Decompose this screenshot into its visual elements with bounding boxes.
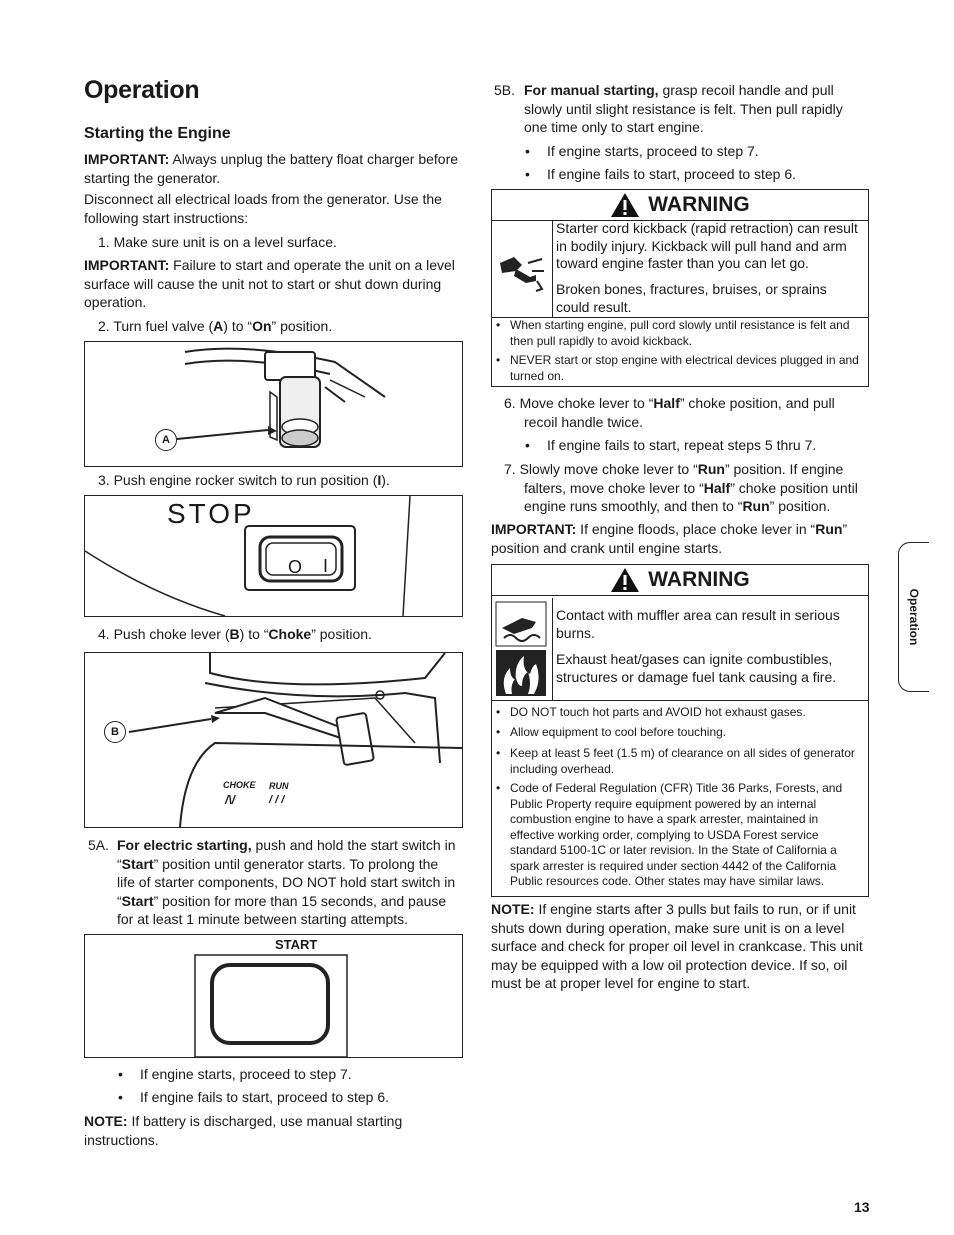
burn-bullet-2: • Allow equipment to cool before touching. (510, 725, 862, 741)
rocker-switch-figure (84, 495, 463, 617)
step-5a-number: 5A. (88, 837, 110, 853)
burn-warning-box (491, 564, 869, 897)
burn-warning-text-2: Exhaust heat/gases can ignite combustibles, structures or damage fuel tank causing a fire. (556, 651, 837, 685)
kickback-bullet-1: • When starting engine, pull cord slowly until resistance is felt and then pull rapidly to avoid kickback. (510, 318, 862, 349)
bullet-manual-start-success: • If engine starts, proceed to step 7. (547, 142, 759, 161)
step-3: 3. Push engine rocker switch to run position (I). (98, 472, 390, 488)
bullet-electric-start-success: • If engine starts, proceed to step 7. (140, 1065, 352, 1084)
burn-bullet-3: • Keep at least 5 feet (1.5 m) of clearance on all sides of generator including overhead. (510, 746, 862, 777)
kickback-bullet-2: • NEVER start or stop engine with electrical devices plugged in and turned on. (510, 353, 862, 384)
rocker-switch-illustration (85, 496, 462, 616)
kickback-warning-box (491, 189, 869, 387)
warning-triangle-icon (610, 192, 640, 218)
bullet-manual-start-fail: • If engine fails to start, proceed to step 6. (547, 165, 796, 184)
bullet-electric-start-fail: • If engine fails to start, proceed to step 6. (140, 1088, 389, 1107)
step-5b: For manual starting, grasp recoil handle and pull slowly until slight resistance is felt. Then pull rapidly one time only to start engine. (524, 82, 843, 135)
note-oil: NOTE: If engine starts after 3 pulls but fails to run, or if unit shuts down during operation, make sure unit is on a level surface and check for proper oil level in crankcase. This unit may be equipped with a low oil protection device. If so, oil must be at proper level for engine to start. (491, 901, 863, 991)
page-number: 13 (854, 1199, 870, 1215)
start-switch-figure (84, 934, 463, 1058)
hazard-icons (492, 598, 553, 700)
step-6: 6. Move choke lever to “Half” choke position, and pull recoil handle twice. (504, 395, 835, 430)
choke-label: CHOKE (223, 780, 256, 790)
note-battery: NOTE: If battery is discharged, use manual starting instructions. (84, 1113, 403, 1148)
kickback-warning-text-2: Broken bones, fractures, bruises, or sprains could result. (556, 281, 827, 315)
step-7: 7. Slowly move choke lever to “Run” position. If engine falters, move choke lever to “Half” choke position until engine runs smoothly, and then to “Run” position. (504, 461, 858, 514)
kickback-hand-icon (492, 221, 553, 317)
stop-label: STOP (167, 498, 255, 529)
callout-a: A (155, 429, 177, 451)
fuel-valve-illustration (85, 342, 462, 466)
bullet-repeat-steps: • If engine fails to start, repeat steps 5 thru 7. (547, 436, 816, 455)
burn-warning-text-1: Contact with muffler area can result in serious burns. (556, 607, 840, 641)
warning-header (492, 565, 868, 596)
start-label: START (275, 937, 318, 952)
hot-surface-icon (496, 602, 546, 646)
burn-bullet-1: • DO NOT touch hot parts and AVOID hot exhaust gases. (510, 705, 862, 721)
burn-bullet-4: • Code of Federal Regulation (CFR) Title 36 Parks, Forests, and Public Property require equipment powered by an internal combustion engine to have a spark arrester, maintained in effective working order, complying to USDA Forest service standard 5100-1C or later revision. In the State of California a spark arrester is required under section 4442 of the California Public resources code. Other states may have similar laws. (510, 781, 862, 890)
step-4: 4. Push choke lever (B) to “Choke” position. (98, 626, 372, 642)
warning-header (492, 190, 868, 221)
side-tab-label: Operation (907, 588, 921, 646)
choke-symbol: /\/ (225, 793, 236, 807)
run-label: RUN (269, 781, 289, 791)
choke-lever-figure (84, 652, 463, 828)
warning-title: WARNING (648, 568, 750, 591)
step-2: 2. Turn fuel valve (A) to “On” position. (98, 318, 333, 334)
callout-b: B (104, 721, 126, 743)
step-1: 1. Make sure unit is on a level surface. (98, 234, 337, 250)
important-note-1: IMPORTANT: Always unplug the battery float charger before starting the generator. (84, 151, 459, 186)
warning-title: WARNING (648, 193, 750, 216)
step-5b-number: 5B. (494, 82, 516, 98)
kickback-warning-text-1: Starter cord kickback (rapid retraction) can result in bodily injury. Kickback will pull hand and arm toward engine faster than you can let go. (556, 220, 858, 271)
disconnect-paragraph: Disconnect all electrical loads from the generator. Use the following start instructions: (84, 191, 442, 226)
important-note-3: IMPORTANT: If engine floods, place choke lever in “Run” position and crank until engine starts. (491, 521, 848, 556)
start-switch-illustration (85, 935, 462, 1057)
step-5a: For electric starting, push and hold the start switch in “Start” position until generator starts. To prolong the life of starter components, DO NOT hold start switch in “Start” position for more than 15 seconds, and pause for at least 1 minute between starting attempts. (117, 837, 456, 927)
warning-triangle-icon (610, 567, 640, 593)
switch-i-label: I (323, 556, 329, 576)
page-title: Operation (84, 76, 200, 104)
section-side-tab (898, 542, 929, 692)
switch-o-label: O (288, 557, 303, 577)
section-heading: Starting the Engine (84, 125, 231, 142)
fuel-valve-figure (84, 341, 463, 467)
run-symbol: / / / (269, 794, 285, 806)
fire-icon (496, 650, 546, 696)
important-note-2: IMPORTANT: Failure to start and operate the unit on a level surface will cause the unit not to start or shut down during operation. (84, 257, 455, 310)
